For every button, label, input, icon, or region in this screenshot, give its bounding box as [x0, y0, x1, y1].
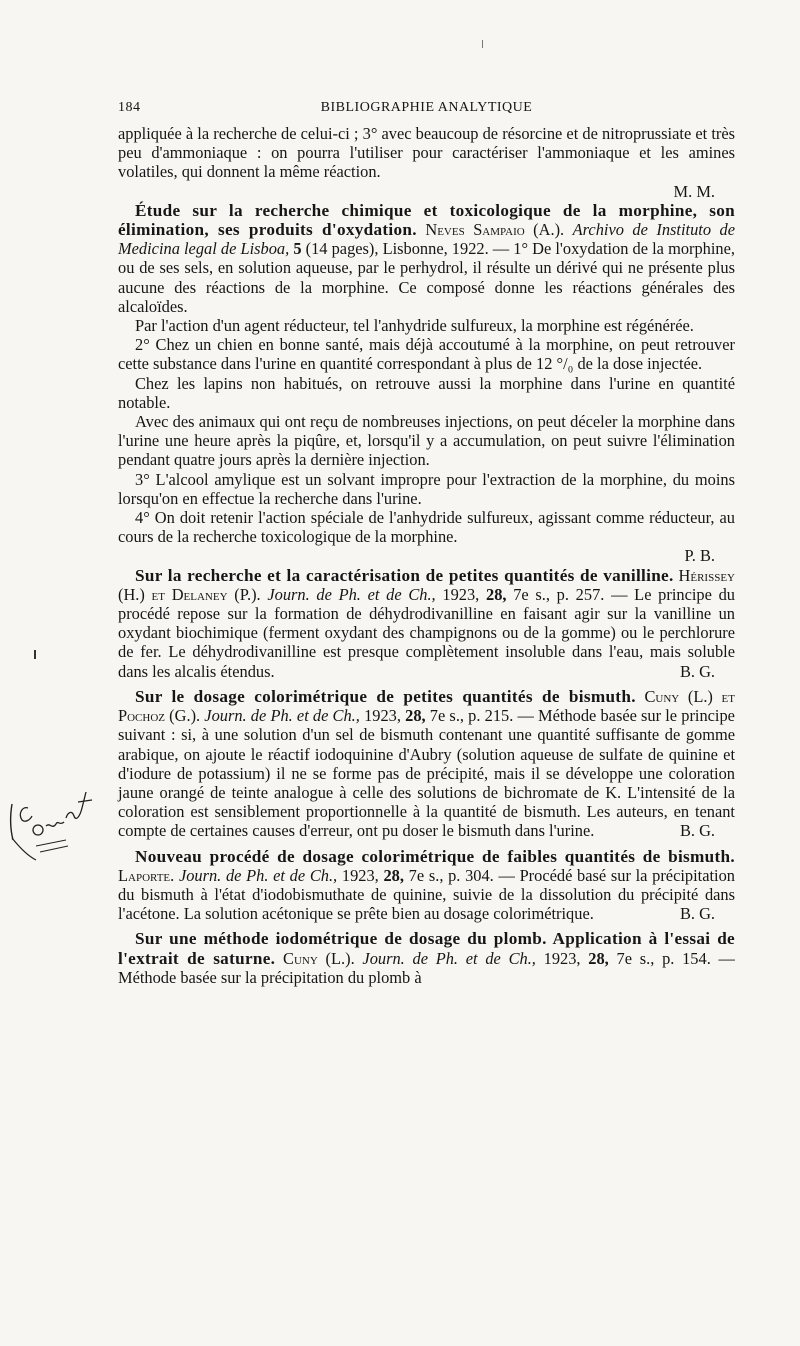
- entry-paragraph: Par l'action d'un agent réducteur, tel l'anhydride sulfureux, la morphine est régénérée.: [135, 316, 694, 336]
- entry-paragraph: Avec des animaux qui ont reçu de nombreuses injections, on peut déceler la morphine dans l'urine une heure après la piqûre, et, lorsqu'il y a accumulation, on peut suivre l'élimination pendant quatre jours après la dernière injection.: [118, 412, 735, 470]
- entry-volume: 28,: [588, 948, 609, 968]
- entry-authors: Hérissey (H.) et Delaney (P.).: [118, 565, 735, 604]
- intro-paragraph: appliquée à la recherche de celui-ci ; 3° avec beaucoup de résorcine et de nitroprussiate et très peu d'ammoniaque : on pourra l'utiliser pour caractériser l'ammoniaque et les amines volatiles, qui donnent la même réaction.: [118, 124, 735, 182]
- running-header: [118, 100, 735, 124]
- entry-abstract: 7e s., p. 154. — Méthode basée sur la précipitation du plomb à: [118, 948, 735, 987]
- intro-signature: M. M.: [673, 181, 715, 201]
- entry-signature: B. G.: [679, 661, 715, 681]
- stray-mark: [34, 650, 36, 659]
- entry-authors: Cuny (L.).: [283, 948, 355, 968]
- entry-title: Nouveau procédé de dosage colorimétrique de faibles quantités de bismuth.: [135, 846, 735, 866]
- page: [118, 100, 735, 987]
- entry-morphine: [118, 201, 735, 316]
- entry-year: 1923,: [543, 948, 581, 968]
- entry-journal: Journ. de Ph. et de Ch.,: [362, 948, 536, 968]
- entry-volume: 28,: [486, 584, 507, 604]
- entry-paragraph: Chez les lapins non habitués, on retrouve aussi la morphine dans l'urine en quantité notable.: [118, 373, 735, 412]
- entry-title: Sur le dosage colorimétrique de petites quantités de bismuth.: [135, 686, 636, 706]
- entry-bismuth-new-method: [118, 847, 735, 924]
- page-body: [118, 124, 735, 987]
- entry-author: Neves Sampaio (A.).: [425, 220, 565, 240]
- entry-abstract: 7e s., p. 257. — Le principe du procédé repose sur la formation de déhydrodivanilline en faisant agir sur la vanilline un oxydant biochimique (ferment oxydant des champignons ou de la gomme) ou le perchlorure de fer. Le déhydrodivanilline est presque complètement insoluble dans l'eau, mais soluble dans les alcalis étendus.: [118, 584, 735, 681]
- entry-year: 1923,: [442, 584, 480, 604]
- entry-abstract: 7e s., p. 304. — Procédé basé sur la précipitation du bismuth à l'état d'iodobismuthate de quinine, suivie de la dissolution du précipité dans l'acétone. La solution acétonique se prête bien au dosage colorimétrique.: [118, 865, 735, 924]
- handwritten-margin-note: [6, 786, 96, 866]
- entry-title: Sur la recherche et la caractérisation de petites quantités de vanilline.: [135, 565, 674, 585]
- entry-year: 1923,: [341, 865, 379, 885]
- entry-authors: Laporte.: [118, 865, 175, 885]
- entry-abstract: (14 pages), Lisbonne, 1922. — 1° De l'oxydation de la morphine, ou de ses sels, en solution aqueuse, par le perhydrol, il résulte un dérivé qui ne présente plus aucune des réactions de la morphine. Ce composé donne les réactions générales des alcaloïdes.: [118, 239, 735, 316]
- entry-journal: Journ. de Ph. et de Ch.,: [204, 706, 360, 726]
- entry-journal: Journ. de Ph. et de Ch.,: [267, 584, 436, 604]
- entry-journal: Archivo de Instituto de Medicina legal de Lisboa,: [118, 220, 735, 259]
- entry-signature: P. B.: [684, 546, 715, 566]
- entry-paragraph: 3° L'alcool amylique est un solvant impropre pour l'extraction de la morphine, du moins lorsqu'on en effectue la recherche dans l'urine.: [118, 469, 735, 508]
- entry-authors: Cuny (L.) et Pochoz (G.).: [118, 686, 735, 726]
- entry-vanilline: [118, 566, 735, 681]
- entry-title: Étude sur la recherche chimique et toxicologique de la morphine, son élimination, ses produits d'oxydation.: [118, 200, 735, 240]
- entry-bismuth-colorimetric: [118, 687, 735, 841]
- entry-volume: 28,: [405, 706, 426, 726]
- page-number: 184: [118, 100, 141, 115]
- entry-paragraph: 2° Chez un chien en bonne santé, mais déjà accoutumé à la morphine, on peut retrouver cette substance dans l'urine en quantité correspondant à plus de 12 °/₀ de la dose injectée.: [118, 335, 735, 374]
- stray-mark: [482, 40, 483, 48]
- entry-paragraph: 4° On doit retenir l'action spéciale de l'anhydride sulfureux, agissant comme réducteur, au cours de la recherche toxicologique de la morphine.: [118, 508, 735, 547]
- entry-abstract: 7e s., p. 215. — Méthode basée sur le principe suivant : si, à une solution d'un sel de bismuth contenant une quantité suffisante de gomme arabique, on ajoute le réactif iodoquinine d'Aubry (solution aqueuse de sulfate de quinine et d'iodure de potassium) il ne se forme pas de précipité, mais il se développe une coloration jaune orangé de teinte analogue à celle des solutions de bichromate de K. L'intensité de la coloration est sensiblement proportionnelle à la quantité de bismuth. Les auteurs, en tenant compte de certaines causes d'erreur, ont pu doser le bismuth dans l'urine.: [118, 706, 735, 841]
- entry-signature: B. G.: [679, 904, 715, 924]
- entry-lead-iodometric: [118, 929, 735, 987]
- entry-volume: 28,: [383, 865, 404, 885]
- entry-title: Sur une méthode iodométrique de dosage du plomb. Application à l'essai de l'extrait de saturne.: [118, 929, 735, 968]
- entry-year: 1923,: [364, 706, 401, 726]
- entry-journal: Journ. de Ph. et de Ch.,: [178, 865, 338, 885]
- entry-signature: B. G.: [679, 821, 715, 841]
- running-title: BIBLIOGRAPHIE ANALYTIQUE: [320, 100, 533, 115]
- entry-volume: 5: [293, 239, 302, 259]
